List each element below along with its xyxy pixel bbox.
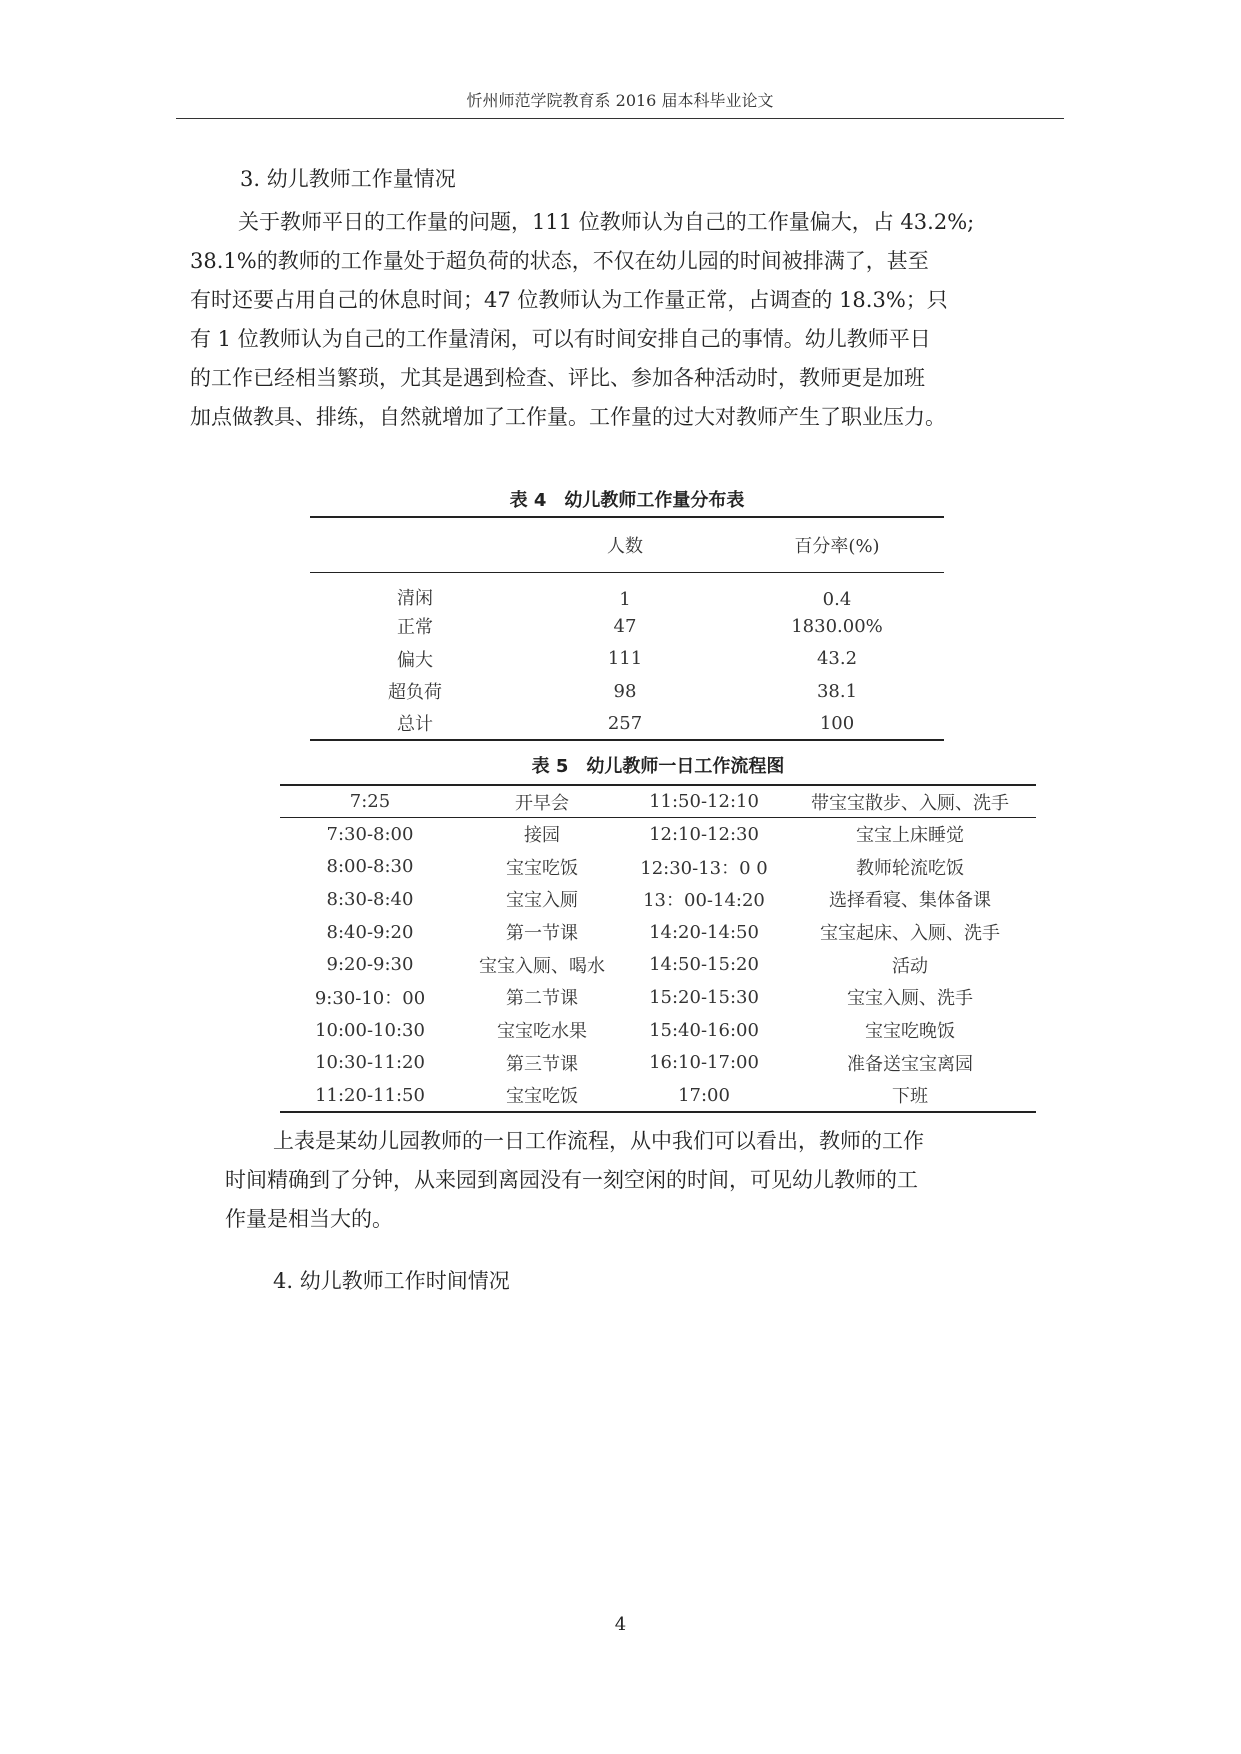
table5-daily-schedule <box>280 784 1036 1113</box>
table-cell: 宝宝上床睡觉 <box>856 825 964 847</box>
table-cell: 正常 <box>397 617 433 639</box>
table-cell: 9:30-10：00 <box>314 988 426 1010</box>
table-cell: 教师轮流吃饭 <box>856 857 964 879</box>
table-cell: 下班 <box>784 1079 1036 1112</box>
table-header-row <box>310 517 944 572</box>
table-cell: 准备送宝宝离园 <box>847 1053 973 1075</box>
table-cell: 98 <box>613 680 637 702</box>
table-cell: 43.2 <box>816 648 858 670</box>
table-cell: 0.4 <box>822 589 852 610</box>
paragraph-line: 有 1 位教师认为自己的工作量清闲，可以有时间安排自己的事情。幼儿教师平日 <box>190 327 931 351</box>
table5-caption: 表 5 幼儿教师一日工作流程图 <box>531 756 785 777</box>
table-cell: 16:10-17:00 <box>649 1052 759 1074</box>
table-cell: 超负荷 <box>388 682 442 704</box>
table-cell: 8:40-9:20 <box>326 921 414 943</box>
table-cell: 第三节课 <box>506 1053 578 1075</box>
table-cell: 清闲 <box>397 588 433 609</box>
table-row <box>280 948 1036 981</box>
table-row <box>280 1014 1036 1047</box>
table-cell: 7:30-8:00 <box>326 823 414 845</box>
paragraph-schedule-analysis <box>225 1122 1060 1239</box>
table-cell: 12:30-13：0 0 <box>640 857 768 879</box>
table-cell: 9:20-9:30 <box>326 954 414 976</box>
paragraph-line: 上表是某幼儿园教师的一日工作流程，从中我们可以看出，教师的工作 <box>273 1129 924 1153</box>
table-cell: 1830.00% <box>791 615 883 637</box>
paragraph-line: 加点做教具、排练，自然就增加了工作量。工作量的过大对教师产生了职业压力。 <box>190 405 946 429</box>
table-cell: 开早会 <box>460 785 624 818</box>
section-4-heading: 4. 幼儿教师工作时间情况 <box>273 1269 510 1293</box>
table-row <box>310 675 944 708</box>
table-cell: 宝宝起床、入厕、洗手 <box>820 923 1000 945</box>
table-cell: 17:00 <box>624 1079 784 1112</box>
table-row <box>310 708 944 741</box>
table-row <box>280 785 1036 818</box>
table-cell: 第二节课 <box>506 988 578 1010</box>
section-3-heading: 3. 幼儿教师工作量情况 <box>240 167 456 191</box>
table-cell: 偏大 <box>397 649 433 671</box>
paragraph-line: 时间精确到了分钟，从来园到离园没有一刻空闲的时间，可见幼儿教师的工 <box>225 1168 918 1192</box>
paragraph-workload <box>190 203 1060 437</box>
table-row <box>310 643 944 676</box>
table-cell: 7:25 <box>280 785 460 818</box>
table-row <box>280 1079 1036 1112</box>
table-cell: 宝宝吃晚饭 <box>865 1021 955 1043</box>
table-row <box>280 883 1036 916</box>
table-cell: 11:50-12:10 <box>624 785 784 818</box>
table-cell: 15:40-16:00 <box>649 1019 759 1041</box>
table-cell: 宝宝吃饭 <box>506 857 578 879</box>
table-cell: 宝宝吃水果 <box>497 1021 587 1043</box>
table-header-cell: 人数 <box>520 517 730 572</box>
table-row <box>280 916 1036 949</box>
paragraph-line: 的工作已经相当繁琐，尤其是遇到检查、评比、参加各种活动时，教师更是加班 <box>190 366 925 390</box>
table4-workload-distribution <box>310 516 944 741</box>
table-cell: 38.1 <box>816 680 858 702</box>
table-header-cell <box>310 517 520 572</box>
table-cell: 活动 <box>892 955 928 977</box>
table-cell: 第一节课 <box>506 923 578 945</box>
table-cell: 8:30-8:40 <box>326 888 414 910</box>
paragraph-line: 关于教师平日的工作量的问题，111 位教师认为自己的工作量偏大，占 43.2%; <box>238 210 975 234</box>
table-cell: 1 <box>619 589 631 610</box>
paragraph-line: 作量是相当大的。 <box>225 1207 393 1231</box>
paragraph-line: 有时还要占用自己的休息时间；47 位教师认为工作量正常，占调查的 18.3%；只 <box>190 288 948 312</box>
page-header: 忻州师范学院教育系 2016 届本科毕业论文 <box>176 88 1064 119</box>
table-cell: 47 <box>613 615 637 637</box>
table-cell: 111 <box>607 648 643 670</box>
table-cell: 14:50-15:20 <box>649 954 759 976</box>
table-row <box>280 818 1036 851</box>
table-cell: 宝宝吃饭 <box>460 1079 624 1112</box>
table-cell: 选择看寝、集体备课 <box>829 890 991 912</box>
table-cell: 接园 <box>524 825 560 847</box>
table-cell: 10:30-11:20 <box>315 1052 425 1074</box>
table-cell: 11:20-11:50 <box>280 1079 460 1112</box>
table-cell: 8:00-8:30 <box>326 856 414 878</box>
table-row <box>280 850 1036 883</box>
page-number: 4 <box>614 1614 627 1635</box>
table-cell: 12:10-12:30 <box>649 823 759 845</box>
table-cell: 宝宝入厕 <box>506 890 578 912</box>
table-cell: 宝宝入厕、喝水 <box>479 955 605 977</box>
table-cell: 257 <box>520 708 730 741</box>
table4-caption: 表 4 幼儿教师工作量分布表 <box>509 490 745 511</box>
table-row <box>310 610 944 643</box>
table-cell: 宝宝入厕、洗手 <box>847 988 973 1010</box>
table-cell: 10:00-10:30 <box>315 1019 425 1041</box>
table-cell: 总计 <box>310 708 520 741</box>
table-cell: 13：00-14:20 <box>643 890 765 912</box>
table-header-cell: 百分率(%) <box>730 517 944 572</box>
table-cell: 15:20-15:30 <box>649 986 759 1008</box>
table-cell: 带宝宝散步、入厕、洗手 <box>784 785 1036 818</box>
table-row <box>310 572 944 610</box>
table-cell: 14:20-14:50 <box>649 921 759 943</box>
paragraph-line: 38.1%的教师的工作量处于超负荷的状态，不仅在幼儿园的时间被排满了，甚至 <box>190 249 929 273</box>
table-cell: 100 <box>730 708 944 741</box>
table-row <box>280 981 1036 1014</box>
table-row <box>280 1047 1036 1080</box>
